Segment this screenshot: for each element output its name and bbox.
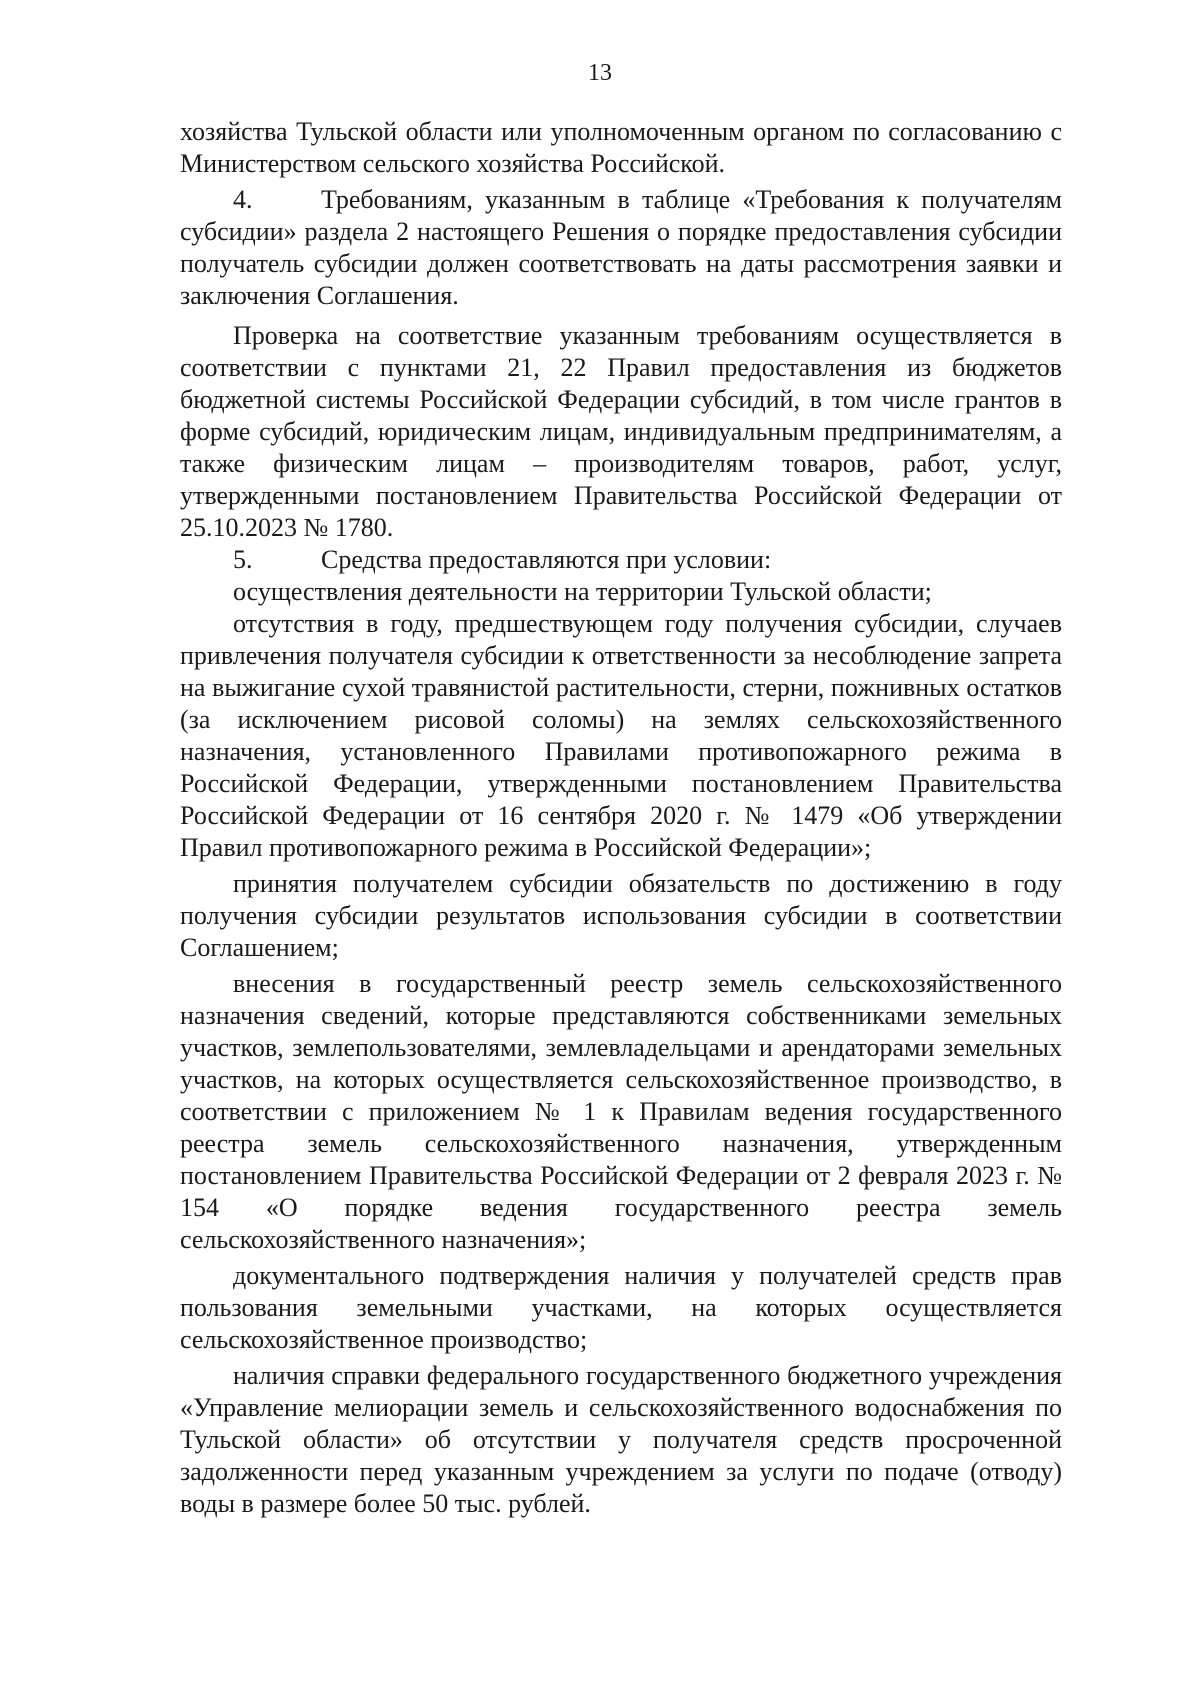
condition-land-rights: документального подтверждения наличия у получателей средств прав пользования земельными участками, на которых осуществляется сельскохозяйственное производство;	[180, 1261, 1062, 1354]
condition-no-water-debt: наличия справки федерального государственного бюджетного учреждения «Управление мелиорации земель и сельскохозяйственного водоснабжения по Тульской области» об отсутствии у получателя средств просроченной задолженности перед указанным учреждением за услуги по подаче (отводу) воды в размере более 50 тыс. рублей.	[180, 1361, 1062, 1518]
paragraph-continuation: хозяйства Тульской области или уполномоченным органом по согласованию с Министерством сельского хозяйства Российской.	[180, 117, 1062, 178]
paragraph-item-4	[180, 184, 1062, 312]
condition-no-burning-violations: отсутствия в году, предшествующем году получения субсидии, случаев привлечения получателя субсидии к ответственности за несоблюдение запрета на выжигание сухой травянистой растительности, стерни, пожнивных остатков (за исключением рисовой соломы) на землях сельскохозяйственного назначения, установленного Правилами противопожарного режима в Российской Федерации, утвержденными постановлением Правительства Российской Федерации от 16 сентября 2020 г. № 1479 «Об утверждении Правил противопожарного режима в Российской Федерации»;	[180, 609, 1062, 862]
page-number: 13	[588, 60, 612, 86]
paragraph-text: Средства предоставляются при условии:	[321, 545, 772, 574]
condition-activity: осуществления деятельности на территории Тульской области;	[233, 577, 932, 606]
item-number: 5.	[233, 545, 253, 574]
condition-obligations: принятия получателем субсидии обязательств по достижению в году получения субсидии результатов использования субсидии в соответствии Соглашением;	[180, 869, 1062, 962]
document-body	[180, 116, 1062, 1520]
paragraph-item-5	[180, 544, 1062, 576]
paragraph-verification: Проверка на соответствие указанным требованиям осуществляется в соответствии с пунктами 21, 22 Правил предоставления из бюджетов бюджетной системы Российской Федерации субсидий, в том числе грантов в форме субсидий, юридическим лицам, индивидуальным предпринимателям, а также физическим лицам – производителям товаров, работ, услуг, утвержденными постановлением Правительства Российской Федерации от 25.10.2023 № 1780.	[180, 321, 1062, 542]
condition-land-registry: внесения в государственный реестр земель сельскохозяйственного назначения сведений, которые представляются собственниками земельных участков, землепользователями, землевладельцами и арендаторами земельных участков, на которых осуществляется сельскохозяйственное производство, в соответствии с приложением № 1 к Правилам ведения государственного реестра земель сельскохозяйственного назначения, утвержденным постановлением Правительства Российской Федерации от 2 февраля 2023 г. № 154 «О порядке ведения государственного реестра земель сельскохозяйственного назначения»;	[180, 969, 1062, 1254]
paragraph-text: Требованиям, указанным в таблице «Требования к получателям субсидии» раздела 2 настоящего Решения о порядке предоставления субсидии получатель субсидии должен соответствовать на даты рассмотрения заявки и заключения Соглашения.	[180, 185, 1062, 310]
item-number: 4.	[233, 185, 253, 214]
